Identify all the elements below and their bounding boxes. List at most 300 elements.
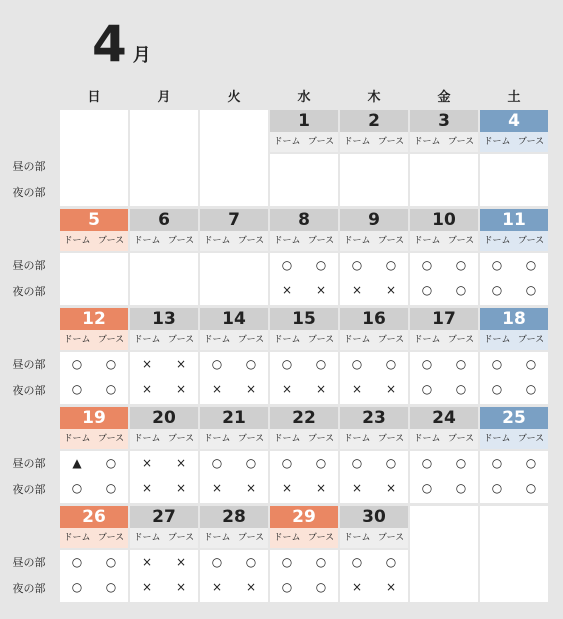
booth-label: ブース (307, 236, 335, 246)
day-availability (200, 451, 268, 476)
booth-label: ブース (447, 236, 475, 246)
booth-label: ブース (237, 335, 265, 345)
dome-status: ○ (281, 456, 293, 470)
day-number: 18 (480, 308, 548, 330)
row-label-night: 夜の部 (12, 582, 46, 595)
booth-status (234, 253, 268, 278)
booth-status: × (245, 481, 257, 495)
dome-status: ○ (351, 357, 363, 371)
dome-status: ○ (351, 258, 363, 272)
dome-status: × (211, 481, 223, 495)
booth-status: ○ (245, 456, 257, 470)
night-availability (130, 377, 198, 402)
day-number: 9 (340, 209, 408, 231)
booth-status (94, 253, 128, 278)
day-cell[interactable] (200, 308, 268, 404)
night-availability (270, 179, 338, 204)
night-availability (200, 476, 268, 501)
dome-status: ○ (421, 258, 433, 272)
venue-sublabels (270, 132, 338, 152)
dome-status: × (211, 382, 223, 396)
booth-label: ブース (517, 434, 545, 444)
dome-status: ▲ (72, 456, 82, 470)
booth-label: ブース (237, 236, 265, 246)
day-availability (130, 352, 198, 377)
day-number: 1 (270, 110, 338, 132)
booth-status: ○ (525, 283, 537, 297)
month-title (92, 14, 151, 74)
dome-label: ドーム (343, 434, 371, 444)
dome-status: ○ (491, 258, 503, 272)
booth-status: × (175, 456, 187, 470)
day-cell[interactable] (480, 308, 548, 404)
day-availability (60, 451, 128, 476)
dome-label: ドーム (343, 533, 371, 543)
day-cell[interactable] (340, 308, 408, 404)
dome-status: × (141, 481, 153, 495)
venue-sublabels (270, 231, 338, 251)
night-availability (340, 377, 408, 402)
dome-label: ドーム (273, 137, 301, 147)
dome-status: × (351, 283, 363, 297)
night-availability (410, 377, 478, 402)
day-cell[interactable] (60, 506, 128, 602)
booth-status: ○ (105, 456, 117, 470)
empty-day-cell (410, 506, 478, 602)
day-cell[interactable] (60, 407, 128, 503)
day-number: 10 (410, 209, 478, 231)
day-number: 24 (410, 407, 478, 429)
dome-status (480, 179, 514, 204)
booth-status: × (175, 481, 187, 495)
booth-status: × (385, 283, 397, 297)
empty-day-cell (130, 110, 198, 206)
dome-label: ドーム (273, 236, 301, 246)
booth-status: ○ (525, 258, 537, 272)
dome-status: ○ (491, 382, 503, 396)
dome-status: × (141, 555, 153, 569)
dome-status (130, 253, 164, 278)
booth-status: × (175, 580, 187, 594)
row-label-day: 昼の部 (12, 160, 46, 173)
night-availability (60, 377, 128, 402)
booth-status: ○ (525, 382, 537, 396)
dome-label: ドーム (133, 335, 161, 345)
day-availability (340, 253, 408, 278)
booth-status (374, 154, 408, 179)
dome-label: ドーム (413, 137, 441, 147)
day-number: 19 (60, 407, 128, 429)
dome-label: ドーム (133, 236, 161, 246)
venue-sublabels (60, 528, 128, 548)
dome-label: ドーム (413, 335, 441, 345)
day-availability (130, 253, 198, 278)
weekday-header: 金 (437, 90, 451, 105)
dome-status: ○ (71, 580, 83, 594)
dome-status: ○ (421, 456, 433, 470)
day-cell[interactable] (410, 110, 478, 206)
row-label-night: 夜の部 (12, 285, 46, 298)
venue-sublabels (340, 330, 408, 350)
day-number: 2 (340, 110, 408, 132)
row-label-day: 昼の部 (12, 556, 46, 569)
day-cell[interactable] (270, 407, 338, 503)
row-label-day: 昼の部 (12, 457, 46, 470)
booth-label: ブース (377, 533, 405, 543)
booth-label: ブース (377, 137, 405, 147)
day-number: 11 (480, 209, 548, 231)
dome-status: ○ (491, 481, 503, 495)
venue-sublabels (200, 330, 268, 350)
day-cell[interactable] (60, 209, 128, 305)
booth-label: ブース (307, 335, 335, 345)
dome-label: ドーム (483, 434, 511, 444)
booth-status (304, 179, 338, 204)
day-cell[interactable] (340, 110, 408, 206)
night-availability (480, 377, 548, 402)
booth-status: × (245, 580, 257, 594)
dome-status (270, 154, 304, 179)
booth-label: ブース (97, 236, 125, 246)
day-availability (340, 154, 408, 179)
dome-status: ○ (211, 456, 223, 470)
venue-sublabels (270, 330, 338, 350)
day-cell[interactable] (200, 209, 268, 305)
dome-status: × (281, 283, 293, 297)
booth-status: ○ (385, 555, 397, 569)
month-number: 4 (92, 15, 127, 73)
day-number: 13 (130, 308, 198, 330)
day-cell[interactable] (410, 209, 478, 305)
venue-sublabels (130, 528, 198, 548)
booth-label: ブース (167, 236, 195, 246)
day-availability (130, 550, 198, 575)
booth-label: ブース (237, 533, 265, 543)
booth-status: ○ (105, 357, 117, 371)
day-number: 15 (270, 308, 338, 330)
booth-status: ○ (455, 382, 467, 396)
booth-label: ブース (377, 434, 405, 444)
dome-label: ドーム (483, 335, 511, 345)
dome-status (200, 253, 234, 278)
venue-sublabels (480, 132, 548, 152)
booth-status: ○ (385, 357, 397, 371)
day-number: 25 (480, 407, 548, 429)
dome-label: ドーム (133, 434, 161, 444)
booth-status: ○ (245, 555, 257, 569)
night-availability (60, 575, 128, 600)
booth-status: ○ (455, 357, 467, 371)
dome-label: ドーム (63, 335, 91, 345)
day-availability (410, 253, 478, 278)
booth-status (514, 154, 548, 179)
dome-status: × (141, 580, 153, 594)
day-cell[interactable] (270, 506, 338, 602)
booth-status: ○ (105, 382, 117, 396)
dome-status: × (351, 481, 363, 495)
night-availability (340, 476, 408, 501)
day-availability (340, 352, 408, 377)
booth-status: × (385, 382, 397, 396)
day-cell[interactable] (200, 407, 268, 503)
night-availability (270, 278, 338, 303)
day-availability (480, 451, 548, 476)
dome-status (480, 154, 514, 179)
night-availability (270, 575, 338, 600)
night-availability (340, 278, 408, 303)
day-availability (410, 352, 478, 377)
dome-status: ○ (491, 283, 503, 297)
day-number: 26 (60, 506, 128, 528)
day-availability (270, 253, 338, 278)
booth-status: ○ (315, 580, 327, 594)
venue-sublabels (480, 330, 548, 350)
dome-status: × (211, 580, 223, 594)
booth-status: ○ (315, 555, 327, 569)
night-availability (130, 476, 198, 501)
venue-sublabels (480, 429, 548, 449)
booth-label: ブース (307, 533, 335, 543)
day-cell[interactable] (480, 209, 548, 305)
day-cell[interactable] (130, 308, 198, 404)
booth-status: ○ (105, 481, 117, 495)
dome-status: ○ (281, 580, 293, 594)
booth-status: ○ (385, 456, 397, 470)
booth-label: ブース (447, 335, 475, 345)
venue-sublabels (270, 429, 338, 449)
booth-status (94, 278, 128, 303)
day-number: 7 (200, 209, 268, 231)
weekday-header: 水 (297, 90, 311, 105)
day-availability (130, 451, 198, 476)
day-availability (200, 352, 268, 377)
day-number: 28 (200, 506, 268, 528)
day-number: 30 (340, 506, 408, 528)
dome-status: × (141, 382, 153, 396)
night-availability (340, 179, 408, 204)
month-suffix: 月 (132, 45, 151, 66)
weekday-header: 火 (227, 90, 241, 105)
day-availability (60, 253, 128, 278)
dome-label: ドーム (203, 533, 231, 543)
booth-status (444, 179, 478, 204)
dome-status: ○ (281, 357, 293, 371)
dome-status: ○ (421, 283, 433, 297)
dome-status (60, 253, 94, 278)
day-number: 22 (270, 407, 338, 429)
booth-status: ○ (385, 258, 397, 272)
day-number: 29 (270, 506, 338, 528)
venue-sublabels (130, 231, 198, 251)
dome-status: × (141, 357, 153, 371)
day-availability (270, 451, 338, 476)
day-availability (480, 253, 548, 278)
dome-label: ドーム (483, 137, 511, 147)
dome-status: ○ (351, 456, 363, 470)
day-cell[interactable] (410, 407, 478, 503)
day-availability (200, 253, 268, 278)
row-label-night: 夜の部 (12, 186, 46, 199)
booth-status: ○ (525, 481, 537, 495)
day-number: 6 (130, 209, 198, 231)
day-availability (410, 451, 478, 476)
dome-status: ○ (211, 555, 223, 569)
day-cell[interactable] (340, 209, 408, 305)
weekday-header: 日 (87, 90, 101, 105)
venue-sublabels (340, 132, 408, 152)
night-availability (130, 278, 198, 303)
dome-status (270, 179, 304, 204)
booth-label: ブース (377, 236, 405, 246)
day-availability (270, 550, 338, 575)
day-cell[interactable] (340, 407, 408, 503)
day-number: 16 (340, 308, 408, 330)
dome-status: ○ (421, 382, 433, 396)
booth-status: × (175, 357, 187, 371)
venue-sublabels (60, 231, 128, 251)
day-availability (340, 550, 408, 575)
day-cell[interactable] (60, 308, 128, 404)
venue-sublabels (410, 231, 478, 251)
dome-label: ドーム (413, 434, 441, 444)
booth-status (164, 253, 198, 278)
dome-status: ○ (491, 357, 503, 371)
booth-status (304, 154, 338, 179)
booth-label: ブース (517, 137, 545, 147)
booth-label: ブース (97, 335, 125, 345)
booth-status: ○ (455, 283, 467, 297)
night-availability (200, 575, 268, 600)
booth-label: ブース (377, 335, 405, 345)
day-cell[interactable] (410, 308, 478, 404)
booth-status: × (175, 382, 187, 396)
dome-status: ○ (491, 456, 503, 470)
dome-label: ドーム (343, 335, 371, 345)
day-cell[interactable] (480, 110, 548, 206)
venue-sublabels (60, 429, 128, 449)
day-cell[interactable] (270, 209, 338, 305)
day-number: 20 (130, 407, 198, 429)
day-availability (60, 352, 128, 377)
night-availability (270, 476, 338, 501)
dome-status: × (351, 580, 363, 594)
dome-label: ドーム (63, 533, 91, 543)
day-cell[interactable] (270, 308, 338, 404)
day-cell[interactable] (130, 506, 198, 602)
booth-status: ○ (105, 580, 117, 594)
night-availability (270, 377, 338, 402)
booth-status: ○ (315, 357, 327, 371)
venue-sublabels (200, 429, 268, 449)
booth-status: × (175, 555, 187, 569)
day-cell[interactable] (480, 407, 548, 503)
dome-label: ドーム (273, 335, 301, 345)
dome-label: ドーム (203, 335, 231, 345)
day-cell[interactable] (130, 407, 198, 503)
venue-sublabels (200, 528, 268, 548)
booth-label: ブース (167, 533, 195, 543)
booth-status: ○ (315, 456, 327, 470)
day-cell[interactable] (340, 506, 408, 602)
day-cell[interactable] (270, 110, 338, 206)
booth-label: ブース (447, 137, 475, 147)
day-number: 14 (200, 308, 268, 330)
day-number: 5 (60, 209, 128, 231)
dome-status: ○ (71, 481, 83, 495)
dome-status: ○ (421, 357, 433, 371)
dome-status: ○ (281, 258, 293, 272)
day-availability (270, 154, 338, 179)
booth-status: ○ (455, 456, 467, 470)
dome-label: ドーム (343, 137, 371, 147)
booth-status: × (315, 481, 327, 495)
dome-status (410, 179, 444, 204)
row-label-night: 夜の部 (12, 483, 46, 496)
booth-label: ブース (237, 434, 265, 444)
booth-label: ブース (517, 236, 545, 246)
day-cell[interactable] (200, 506, 268, 602)
booth-label: ブース (447, 434, 475, 444)
night-availability (200, 278, 268, 303)
row-label-day: 昼の部 (12, 358, 46, 371)
dome-status (340, 154, 374, 179)
venue-sublabels (340, 429, 408, 449)
dome-status: ○ (71, 357, 83, 371)
weekday-header: 土 (507, 90, 521, 105)
venue-sublabels (480, 231, 548, 251)
night-availability (480, 179, 548, 204)
venue-sublabels (410, 132, 478, 152)
day-availability (340, 451, 408, 476)
row-label-night: 夜の部 (12, 384, 46, 397)
dome-status (340, 179, 374, 204)
dome-status (410, 154, 444, 179)
venue-sublabels (60, 330, 128, 350)
day-availability (480, 352, 548, 377)
dome-status: × (141, 456, 153, 470)
booth-status: ○ (455, 258, 467, 272)
day-number: 12 (60, 308, 128, 330)
night-availability (340, 575, 408, 600)
dome-label: ドーム (133, 533, 161, 543)
booth-status: × (245, 382, 257, 396)
dome-status: ○ (211, 357, 223, 371)
day-availability (60, 550, 128, 575)
booth-label: ブース (307, 137, 335, 147)
booth-status (374, 179, 408, 204)
dome-label: ドーム (273, 533, 301, 543)
day-number: 17 (410, 308, 478, 330)
night-availability (480, 476, 548, 501)
dome-label: ドーム (343, 236, 371, 246)
booth-label: ブース (517, 335, 545, 345)
booth-label: ブース (307, 434, 335, 444)
venue-sublabels (410, 330, 478, 350)
day-availability (200, 550, 268, 575)
dome-status: ○ (71, 382, 83, 396)
dome-status (60, 278, 94, 303)
night-availability (480, 278, 548, 303)
night-availability (410, 179, 478, 204)
dome-label: ドーム (63, 236, 91, 246)
day-availability (480, 154, 548, 179)
booth-status: × (315, 382, 327, 396)
day-cell[interactable] (130, 209, 198, 305)
dome-status: ○ (71, 555, 83, 569)
booth-status: ○ (245, 357, 257, 371)
dome-status: ○ (351, 555, 363, 569)
row-label-day: 昼の部 (12, 259, 46, 272)
